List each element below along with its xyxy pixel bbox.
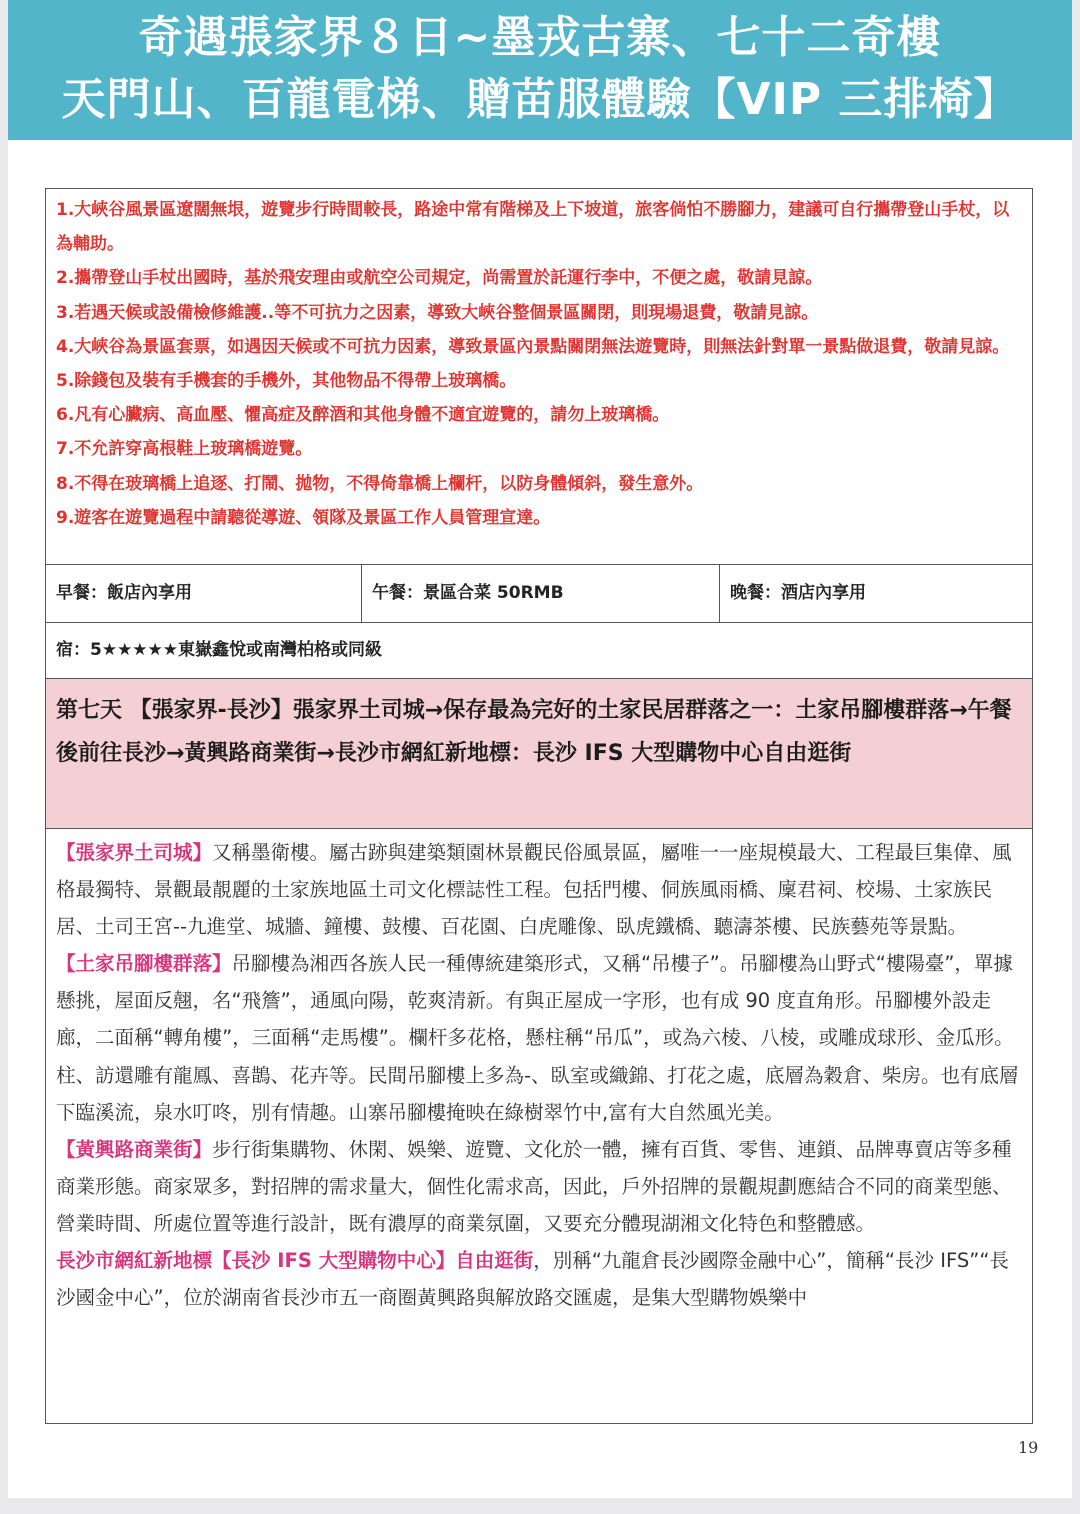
notice-list xyxy=(46,189,1032,565)
section-label: 【張家界土司城】 xyxy=(56,841,213,864)
section-label: 長沙市網紅新地標【長沙 IFS 大型購物中心】自由逛街 xyxy=(56,1249,534,1273)
section-text: ，別稱“九龍倉長沙國際金融中心”，簡稱“長沙 IFS”“長沙國金中心”，位於湖南省長沙市五一商圈黃興路與解放路交匯處，是集大型購物娛樂中 xyxy=(56,1249,1009,1310)
section-paragraph xyxy=(56,834,1022,945)
lodging-row: 宿：5★★★★★東嶽鑫悅或南灣柏格或同級 xyxy=(46,622,1032,679)
notice-item: 2.攜帶登山手杖出國時，基於飛安理由或航空公司規定，尚需置於託運行李中，不便之處，敬請見諒。 xyxy=(56,268,823,289)
title-banner xyxy=(8,0,1072,140)
day-description xyxy=(46,830,1032,1424)
banner-title-line1: 奇遇張家界８日~墨戎古寨、七十二奇樓 xyxy=(138,12,942,63)
banner-title-line2: 天門山、百龍電梯、贈苗服體驗【VIP 三排椅】 xyxy=(61,74,1019,125)
section-paragraph xyxy=(56,945,1022,1130)
notice-item: 4.大峽谷為景區套票，如遇因天候或不可抗力因素，導致景區內景點關閉無法遊覽時，則無法針對單一景點做退費，敬請見諒。 xyxy=(56,336,1010,357)
section-text: 又稱墨衛樓。屬古跡與建築類園林景觀民俗風景區，屬唯一一座規模最大、工程最巨集偉、風格最獨特、景觀最靚麗的土家族地區土司文化標誌性工程。包括門樓、侗族風雨橋、廩君祠、校場、土家族民居、土司王宮--九進堂、城牆、鐘樓、鼓樓、百花園、白虎雕像、臥虎鐵橋、聽濤茶樓、民族藝苑等景點。 xyxy=(56,841,1012,939)
lunch-cell: 午餐：景區合菜 50RMB xyxy=(362,565,720,622)
section-label: 【土家吊腳樓群落】 xyxy=(56,952,232,976)
notice-item: 8.不得在玻璃橋上追逐、打鬧、拋物，不得倚靠橋上欄杆，以防身體傾斜，發生意外。 xyxy=(56,473,704,494)
notice-item: 7.不允許穿高根鞋上玻璃橋遊覽。 xyxy=(56,439,313,460)
notice-item: 6.凡有心臟病、高血壓、懼高症及醉酒和其他身體不適宜遊覽的，請勿上玻璃橋。 xyxy=(56,405,670,426)
section-text: 吊腳樓為湘西各族人民一種傳統建築形式，又稱“吊樓子”。吊腳樓為山野式“樓陽臺”，單據懸挑，屋面反翹，名“飛簷”，通風向陽，乾爽清新。有與正屋成一字形，也有成 90 度直角形。吊腳樓外設走廊，二面稱“轉角樓”，三面稱“走馬樓”。欄杆多花格，懸柱稱“吊瓜”，或為六棱、八棱，或雕成球形、金瓜形。柱、訪還雕有龍鳳、喜鵲、花卉等。民間吊腳樓上多為-、臥室或織錦、打花之處，底層為穀倉、柴房。也有底層下臨溪流，泉水叮咚，別有情趣。山寨吊腳樓掩映在綠樹翠竹中,富有大自然風光美。 xyxy=(56,952,1019,1124)
notice-item: 5.除錢包及裝有手機套的手機外，其他物品不得帶上玻璃橋。 xyxy=(56,371,517,392)
day-heading: 第七天 【張家界-長沙】張家界土司城→保存最為完好的土家民居群落之一：土家吊腳樓群落→午餐後前往長沙→黃興路商業街→長沙市網紅新地標：長沙 IFS 大型購物中心自由逛街 xyxy=(46,679,1032,829)
brochure-page xyxy=(8,0,1072,1498)
section-text: 步行街集購物、休閑、娛樂、遊覽、文化於一體，擁有百貨、零售、連鎖、品牌專賣店等多種商業形態。商家眾多，對招牌的需求量大，個性化需求高，因此，戶外招牌的景觀規劃應結合不同的商業型態、營業時間、所處位置等進行設計，既有濃厚的商業氛圍，又要充分體現湖湘文化特色和整體感。 xyxy=(56,1137,1012,1235)
notice-item: 9.遊客在遊覽過程中請聽從導遊、領隊及景區工作人員管理宣達。 xyxy=(56,507,551,528)
itinerary-table xyxy=(45,188,1033,1424)
breakfast-cell: 早餐：飯店內享用 xyxy=(46,565,362,622)
notice-item: 3.若遇天候或設備檢修維護..等不可抗力之因素，導致大峽谷整個景區關閉，則現場退費，敬請見諒。 xyxy=(56,302,819,323)
meals-row xyxy=(46,565,1032,623)
dinner-cell: 晚餐：酒店內享用 xyxy=(730,583,866,603)
section-paragraph xyxy=(56,1131,1022,1242)
section-label: 【黃興路商業街】 xyxy=(56,1137,213,1161)
section-paragraph xyxy=(56,1242,1022,1316)
notice-item: 1.大峽谷風景區遼闊無垠，遊覽步行時間較長，路途中常有階梯及上下坡道，旅客倘怕不勝腳力，建議可自行攜帶登山手杖，以為輔助。 xyxy=(56,200,1010,255)
page-number: 19 xyxy=(1018,1438,1039,1457)
